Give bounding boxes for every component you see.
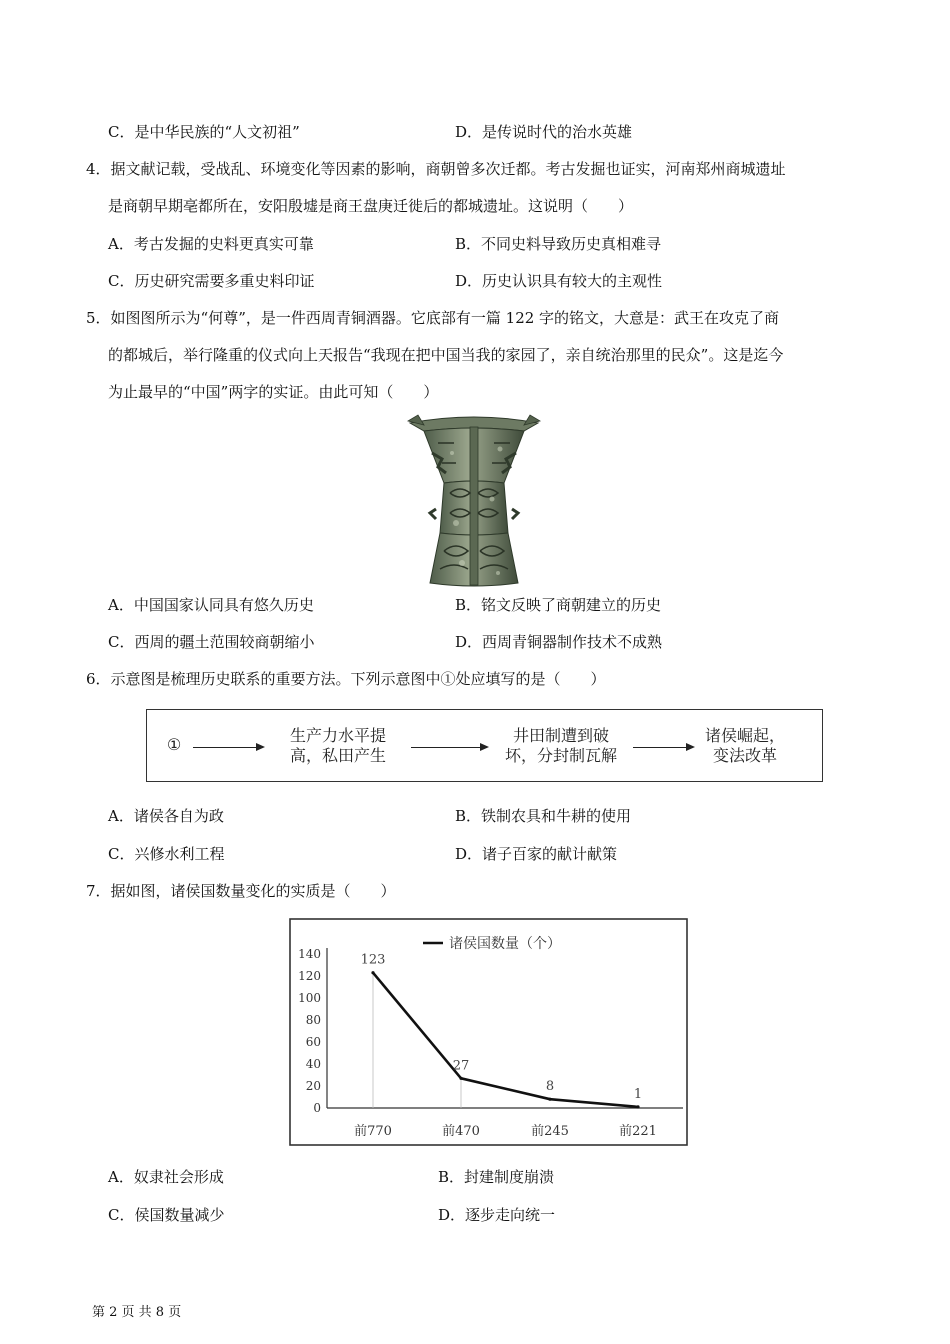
q5-stem-line2: 的都城后，举行隆重的仪式向上天报告“我现在把中国当我的家园了，亲自统治那里的民众”。这是迄今 [108,346,784,364]
q7-option-a: A．奴隶社会形成 [108,1168,224,1186]
q5-option-d: D．西周青铜器制作技术不成熟 [455,633,663,651]
chart-y-tick-label: 60 [305,1035,321,1049]
flow-diagram [146,709,823,782]
flow-arrow-1 [193,747,263,748]
chart-data-label: 1 [633,1086,643,1102]
chart-data-label: 8 [545,1079,555,1095]
chart-y-tick-label: 0 [313,1101,321,1115]
q4-option-c: C．历史研究需要多重史料印证 [108,272,315,290]
q6-option-b: B．铁制农具和牛耕的使用 [455,807,632,825]
q7-option-d: D．逐步走向统一 [438,1206,556,1224]
q4-option-d: D．历史认识具有较大的主观性 [455,272,663,290]
q5-option-b: B．铭文反映了商朝建立的历史 [455,596,662,614]
q5-option-a: A．中国国家认同具有悠久历史 [108,596,314,614]
chart-frame [290,919,687,1145]
flow-arrow-2 [411,747,487,748]
chart-y-tick-label: 100 [298,991,321,1005]
flow-node-well-field-line2: 坏，分封制瓦解 [504,746,617,765]
chart-legend-label: 诸侯国数量（个） [449,936,561,952]
q3-option-d: D．是传说时代的治水英雄 [455,123,633,141]
chart-data-point [636,1105,639,1108]
flow-node-productivity-line1: 生产力水平提 [289,726,386,745]
q6-option-d: D．诸子百家的献计献策 [455,845,618,863]
q7-option-c: C．侯国数量减少 [108,1206,225,1224]
chart-data-label: 123 [360,952,386,968]
flow-node-reform-line1: 诸侯崛起， [704,726,785,745]
q4-option-b: B．不同史料导致历史真相难寻 [455,235,662,253]
chart-y-tick-label: 140 [298,947,321,961]
chart-x-tick-label: 前770 [354,1124,392,1139]
flow-node-reform [695,726,795,766]
states-count-chart [289,918,688,1146]
flow-node-productivity [273,726,403,766]
page-footer: 第 2 页 共 8 页 [92,1305,182,1320]
chart-data-label: 27 [452,1058,470,1074]
bronze-vessel-image [404,413,544,589]
q6-option-a: A．诸侯各自为政 [108,807,224,825]
flow-node-productivity-line2: 高，私田产生 [289,746,386,765]
q5-option-c: C．西周的疆土范围较商朝缩小 [108,633,315,651]
chart-y-tick-label: 20 [305,1079,321,1093]
flow-node-blank: ① [166,735,182,754]
q4-option-a: A．考古发掘的史料更真实可靠 [108,235,314,253]
q6-stem-line1: 6．示意图是梳理历史联系的重要方法。下列示意图中①处应填写的是（ ） [86,670,606,688]
q5-stem-line3: 为止最早的“中国”两字的实证。由此可知（ ） [108,383,439,401]
q4-stem-line1: 4．据文献记载，受战乱、环境变化等因素的影响，商朝曾多次迁都。考古发掘也证实，河南郑州商城遗址 [86,160,786,178]
flow-node-reform-line2: 变法改革 [712,746,777,765]
flow-arrow-3 [633,747,693,748]
flow-node-well-field [491,726,631,766]
chart-data-point [548,1098,551,1101]
chart-x-tick-label: 前470 [442,1124,480,1139]
flow-node-well-field-line1: 井田制遭到破 [512,726,609,745]
chart-data-point [371,971,374,974]
chart-y-tick-label: 120 [298,969,321,983]
q7-stem-line1: 7．据如图，诸侯国数量变化的实质是（ ） [86,882,396,900]
chart-y-tick-label: 40 [305,1057,321,1071]
q4-stem-line2: 是商朝早期亳都所在，安阳殷墟是商王盘庚迁徙后的都城遗址。这说明（ ） [108,197,634,215]
chart-y-tick-label: 80 [305,1013,321,1027]
chart-x-tick-label: 前245 [531,1124,569,1139]
q6-option-c: C．兴修水利工程 [108,845,225,863]
q7-option-b: B．封建制度崩溃 [438,1168,555,1186]
q5-stem-line1: 5．如图图所示为“何尊”，是一件西周青铜酒器。它底部有一篇 122 字的铭文，大意是：武王在攻克了商 [86,309,780,327]
q3-option-c: C．是中华民族的“人文初祖” [108,123,300,141]
chart-data-point [459,1077,462,1080]
chart-x-tick-label: 前221 [619,1124,657,1139]
